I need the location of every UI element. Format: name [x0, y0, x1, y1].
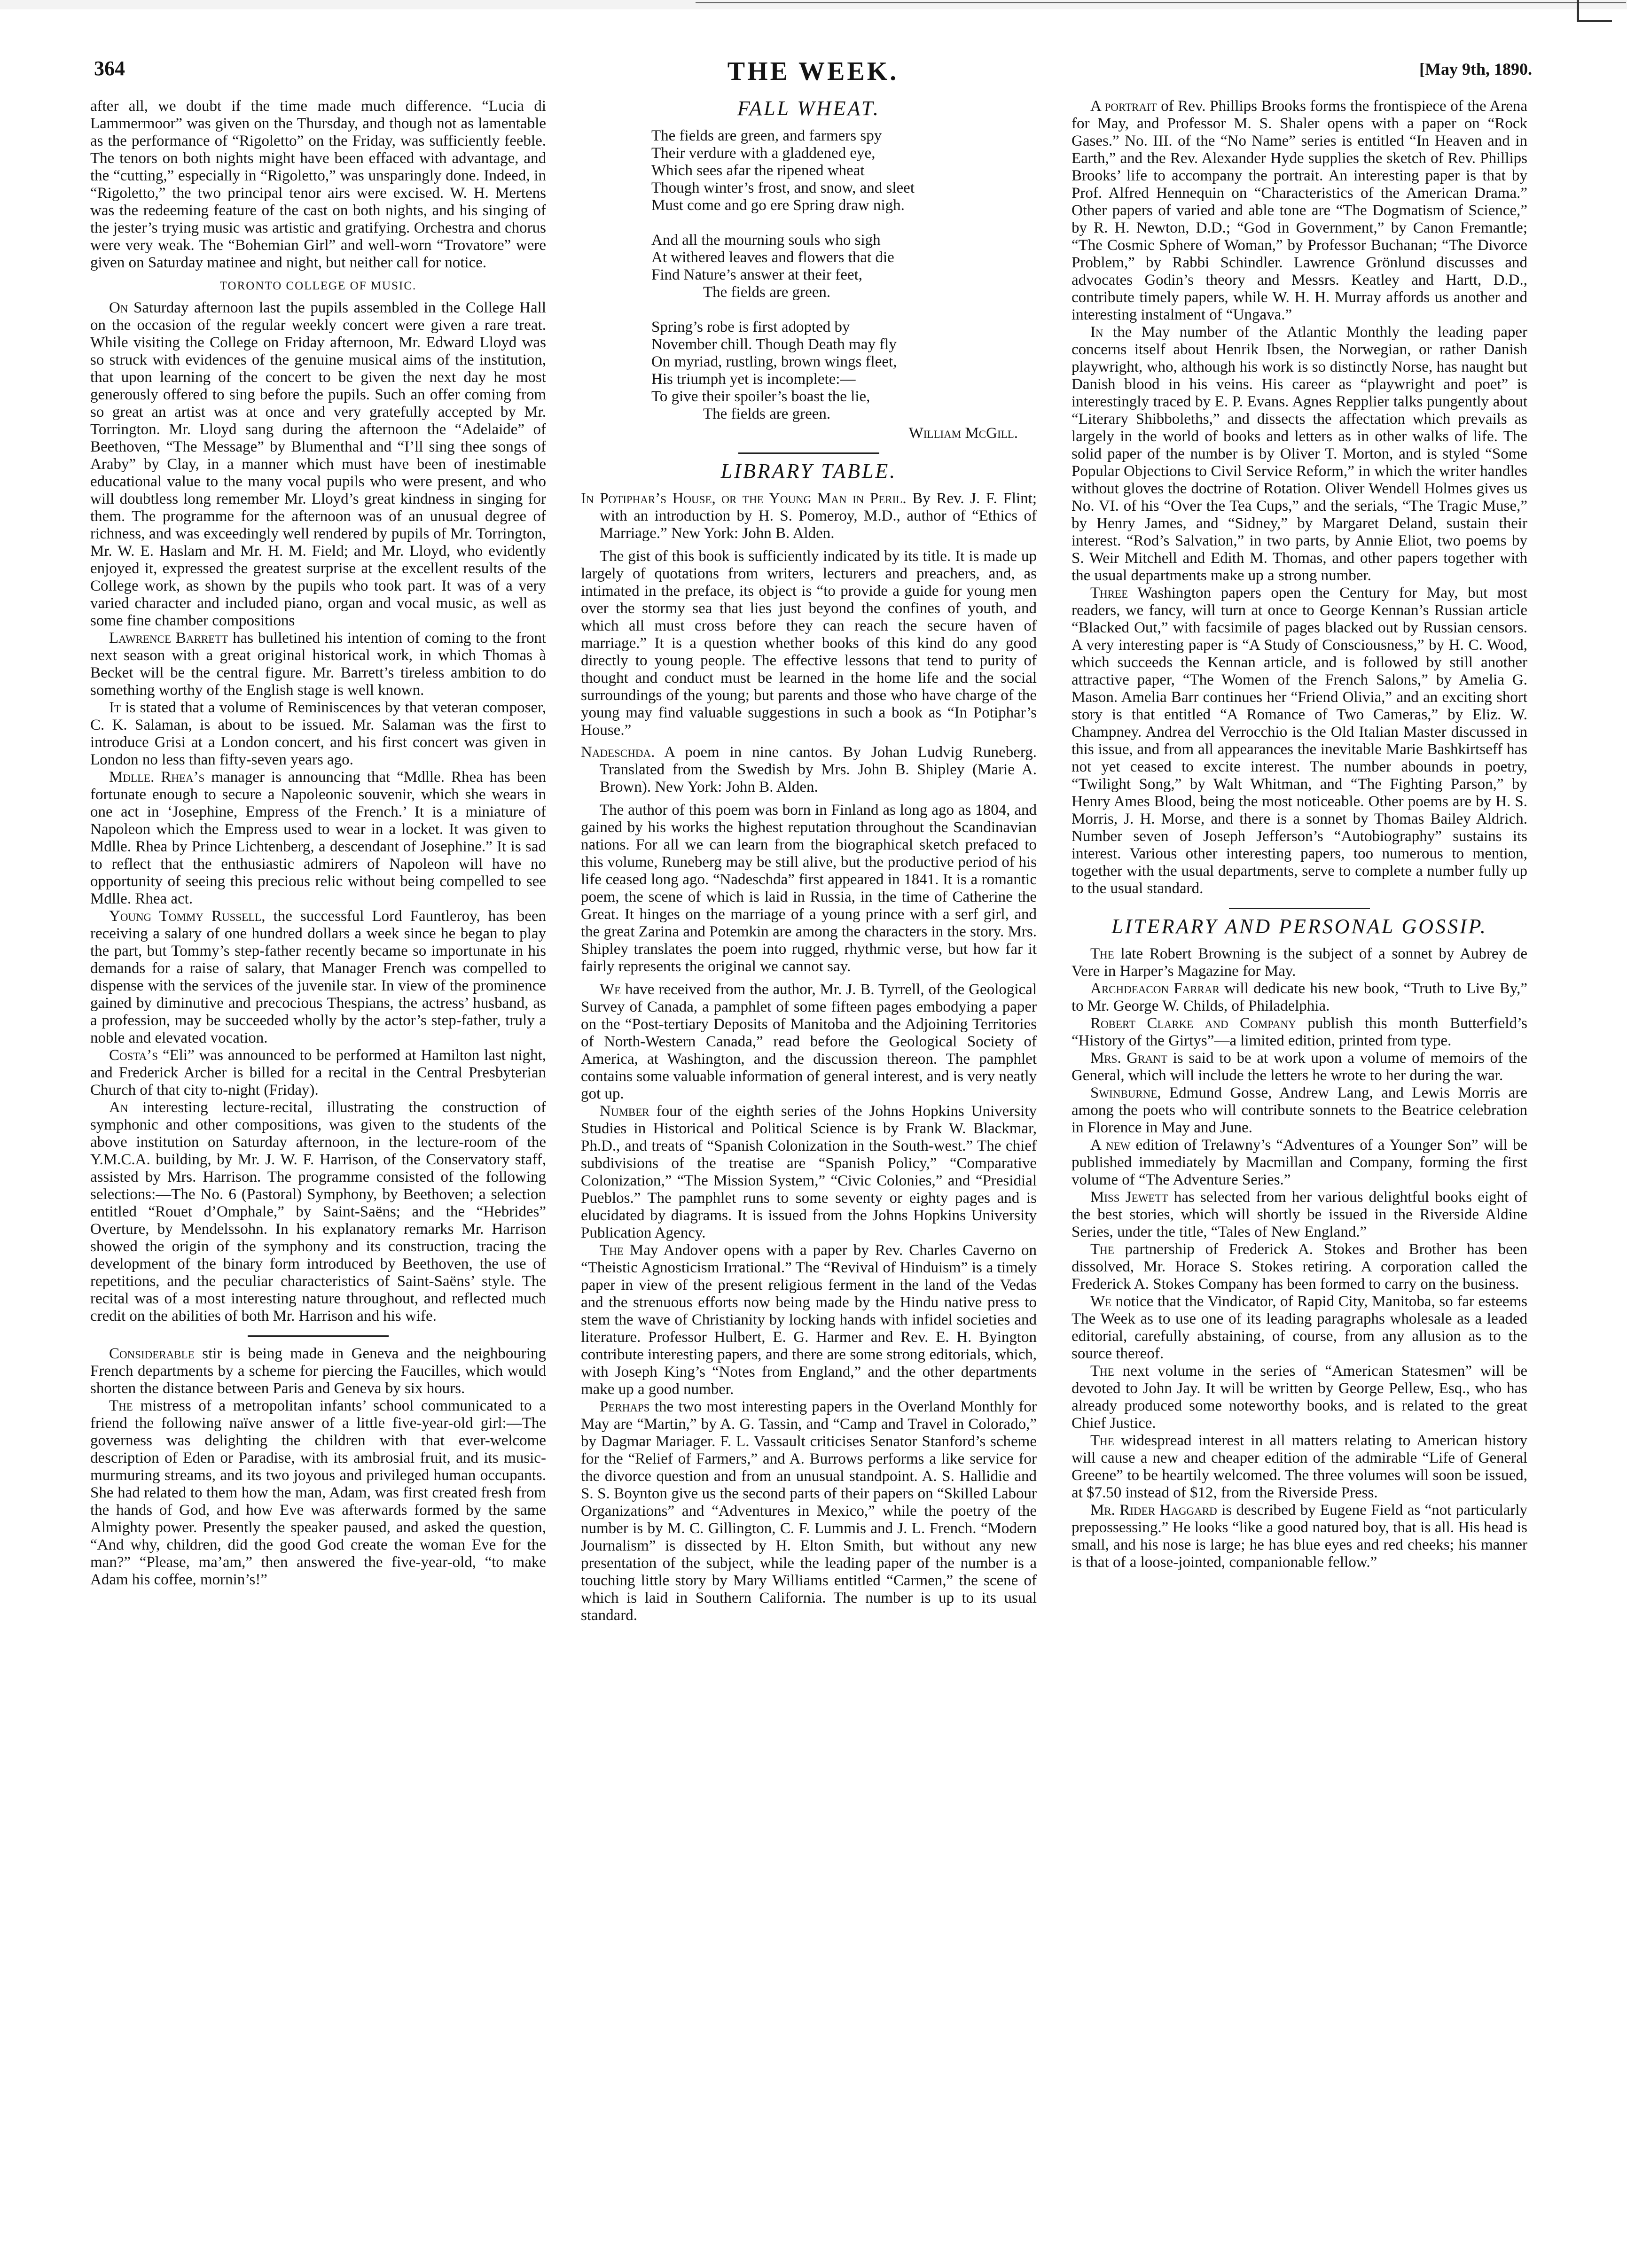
verse-line: At withered leaves and flowers that die: [651, 249, 894, 266]
lead-in: A new: [1090, 1137, 1131, 1153]
paragraph: Young Tommy Russell, the successful Lord Fauntleroy, has been receiving a salary of one hundred dollars a week since he began to play the part, but Tommy’s step-father recently became so importunate in his demands for a raise of salary, that Manager French was compelled to dispense with the services of the juvenile star. In view of the prominence gained by diminutive and precocious Thespians, the actress’ husband, as a profession, may be succeeded wholly by the actor’s step-father, truly a noble and elevated vocation.: [90, 908, 547, 1046]
paragraph: The partnership of Frederick A. Stokes and Brother has been dissolved, Mr. Horace S. Stokes retiring. A corporation called the Frederick A. Stokes Company has been formed to carry on the business.: [1072, 1241, 1528, 1293]
lead-in: The: [1090, 1363, 1114, 1380]
paragraph: Archdeacon Farrar will dedicate his new book, “Truth to Live By,” to Mr. George W. Childs, of Philadelphia.: [1072, 980, 1527, 1014]
lead-in: Mrs. Grant: [1090, 1050, 1167, 1067]
paragraph: In the May number of the Atlantic Monthly the leading paper concerns itself about Henrik Ibsen, the Norwegian, or rather Danish playwright, who, although his work is so distinctly Norse, has naught but Danish blood in his veins. His career as “playwright and poet” is interestingly traced by E. P. Evans. Agnes Repplier talks pungently about “Literary Shibboleths,” and dissects the affectation which prevails as largely in the world of books and letters as in other walks of life. The solid paper of the number is by Oliver T. Morton, and is styled “Some Popular Objections to Civil Service Reform,” in which the writer handles without gloves the doctrine of Rotation. Oliver Wendell Holmes gives us No. VI. of his “Over the Tea Cups,” and the serials, “The Tragic Muse,” by Henry James, and “Sidney,” by Margaret Deland, sustain their interest. “Rod’s Salvation,” in two parts, by Annie Eliot, two poems by S. Weir Mitchell and Edith M. Thomas, and other papers together with the usual departments make up a strong number.: [1072, 324, 1528, 584]
subheading: TORONTO COLLEGE OF MUSIC.: [219, 280, 417, 292]
stanza: [651, 232, 1037, 301]
lead-in: Three: [1090, 585, 1128, 601]
verse-line: His triumph yet is incomplete:—: [651, 371, 856, 388]
column-left: [90, 98, 546, 1589]
verse-line: The fields are green.: [703, 405, 831, 422]
paragraph: An interesting lecture-recital, illustrating the construction of symphonic and other compositions, was given to the students of the above institution on Saturday afternoon, in the lecture-room of the Y.M.C.A. building, by Mr. J. W. F. Harrison, of the Conservatory staff, assisted by Mrs. Harrison. The programme consisted of the following selections:—The No. 6 (Pastoral) Symphony, by Beethoven; a selection entitled “Rouet d’Omphale,” by Saint-Saëns; and the “Hebrides” Overture, by Mendelssohn. In his explanatory remarks Mr. Harrison showed the origin of the symphony and its construction, tracing the development of the binary form introduced by Beethoven, the use of repetitions, and the peculiar characteristics of Saint-Saëns’ style. The recital was of a most interesting nature throughout, and reflected much credit on the abilities of both Mr. Harrison and his wife.: [90, 1099, 546, 1325]
verse-line: The fields are green.: [703, 284, 831, 301]
verse-line: Which sees afar the ripened wheat: [651, 162, 865, 179]
column-right: [1072, 98, 1527, 1571]
paragraph: The late Robert Browning is the subject of a sonnet by Aubrey de Vere in Harper’s Magazine for May.: [1072, 945, 1527, 980]
verse-line: Spring’s robe is first adopted by: [651, 319, 850, 335]
paragraph: The mistress of a metropolitan infants’ school communicated to a friend the following naïve answer of a little five-year-old girl:—The governess was delighting the children with that ever-welcome description of Eden or Paradise, with its ambrosial fruit, and its music-murmuring streams, and its two joyous and privileged human occupants. She had related to them how the man, Adam, was first created fresh from the hands of God, and how Eve was afterwards formed by the same Almighty power. Presently the speaker paused, and asked the question, “And why, children, did the good God create the woman Eve for the man?” “Please, ma’am,” then answered the five-year-old, “to make Adam his coffee, mornin’s!”: [90, 1397, 546, 1588]
verse-line: On myriad, rustling, brown wings fleet,: [651, 353, 897, 370]
section-divider: [248, 1335, 389, 1337]
verse-line: Must come and go ere Spring draw nigh.: [651, 197, 905, 214]
verse-line: Their verdure with a gladdened eye,: [651, 145, 876, 162]
verse-line: And all the mourning souls who sigh: [651, 232, 881, 249]
lead-in: Swinburne,: [1090, 1084, 1161, 1101]
lead-in: Robert Clarke and Company: [1090, 1015, 1296, 1032]
lead-in: We: [600, 981, 621, 998]
page-number: 364: [94, 57, 125, 80]
book-title: In Potiphar’s House, or the Young Man in Peril.: [581, 490, 907, 507]
lead-in: We: [1090, 1293, 1112, 1310]
verse-line: Find Nature’s answer at their feet,: [651, 266, 863, 283]
section-divider: [1229, 908, 1370, 909]
paragraph: Mr. Rider Haggard is described by Eugene Field as “not particularly prepossessing.” He looks “like a good natured boy, that is all. His head is small, and his nose is large; he has blue eyes and red cheeks; his manner is that of a loose-jointed, companionable fellow.”: [1072, 1502, 1527, 1571]
lead-in: It: [109, 699, 121, 716]
verse-line: The fields are green, and farmers spy: [651, 127, 882, 144]
verse-line: Though winter’s frost, and snow, and sleet: [651, 179, 915, 196]
lead-in: The: [109, 1397, 133, 1414]
lead-in: The: [1090, 1432, 1114, 1449]
paragraph: Considerable stir is being made in Geneva and the neighbouring French departments by a scheme for piercing the Faucilles, which would shorten the distance between Paris and Geneva by six hours.: [90, 1345, 546, 1397]
poem-author: William McGill.: [908, 425, 1018, 442]
paragraph: The next volume in the series of “American Statesmen” will be devoted to John Jay. It will be written by George Pellew, Esq., who has already produced some noteworthy books, and is related to the great Chief Justice.: [1072, 1363, 1528, 1432]
poem: [651, 127, 1037, 423]
paragraph: A new edition of Trelawny’s “Adventures of a Younger Son” will be published immediately by Macmillan and Company, forming the first volume of “The Adventure Series.”: [1072, 1137, 1527, 1188]
lead-in: Miss Jewett: [1090, 1189, 1168, 1206]
verse-line: To give their spoiler’s boast the lie,: [651, 388, 870, 405]
paragraph: We notice that the Vindicator, of Rapid City, Manitoba, so far esteems The Week as to use one of its leading paragraphs wholesale as a leaded editorial, carefully abstaining, of course, from any allusion as to the source thereof.: [1072, 1293, 1528, 1362]
lead-in: Archdeacon Farrar: [1090, 980, 1220, 997]
book-entry: In Potiphar’s House, or the Young Man in Peril. By Rev. J. F. Flint; with an introduction by H. S. Pomeroy, M.D., author of “Ethics of Marriage.” New York: John B. Alden.: [581, 490, 1037, 542]
lead-in: The: [1090, 945, 1114, 962]
stanza: [651, 127, 1037, 214]
section-title: LITERARY AND PERSONAL GOSSIP.: [1111, 915, 1487, 938]
paragraph: Robert Clarke and Company publish this month Butterfield’s “History of the Girtys”—a limited edition, printed from type.: [1072, 1015, 1527, 1049]
masthead: THE WEEK.: [727, 57, 899, 86]
section-title: LIBRARY TABLE.: [720, 460, 897, 483]
paragraph: The May Andover opens with a paper by Rev. Charles Caverno on “Theistic Agnosticism Irrational.” The “Revival of Hinduism” is a timely paper in view of the present religious ferment in the land of the Vedas and the strenuous efforts now being made by the Hindu native press to stem the wave of Christianity by locking hands with infidel societies and literature. Professor Hulbert, E. G. Harmer and Rev. E. H. Byington contribute interesting papers, and there are some strong editorials, which, with Joseph King’s “Notes from England,” and the other departments make up a good number.: [581, 1242, 1037, 1398]
column-middle: [581, 98, 1037, 1624]
lead-in: An: [109, 1099, 128, 1116]
lead-in: The: [1090, 1241, 1114, 1258]
paragraph: Miss Jewett has selected from her various delightful books eight of the best stories, which will shortly be issued in the Riverside Aldine Series, under the title, “Tales of New England.”: [1072, 1189, 1527, 1240]
paragraph: The author of this poem was born in Finland as long ago as 1804, and gained by his works the highest reputation throughout the Scandinavian nations. For all we can learn from the biographical sketch prefaced to this volume, Runeberg may be still alive, but the productive period of his life ceased long ago. “Nadeschda” first appeared in 1841. It is a romantic poem, the scene of which is laid in Russia, in the time of Catherine the Great. It hinges on the marriage of a young prince with a serf girl, and the great Zarina and Potemkin are among the characters in the story. Mrs. Shipley translates the poem into rugged, rhythmic verse, but how far it fairly represents the original we cannot say.: [581, 802, 1037, 975]
verse-line: November chill. Though Death may fly: [651, 336, 897, 353]
paragraph: We have received from the author, Mr. J. B. Tyrrell, of the Geological Survey of Canada, a pamphlet of some fifteen pages embodying a paper on the “Post-tertiary Deposits of Manitoba and the Adjoining Territories of North-Western Canada,” read before the Geological Society of America, at Washington, and the discussion thereon. The pamphlet contains some valuable information of general interest, and is very neatly got up.: [581, 981, 1037, 1102]
paragraph: Mrs. Grant is said to be at work upon a volume of memoirs of the General, which will include the letters he wrote to her during the war.: [1072, 1050, 1528, 1084]
paragraph: A portrait of Rev. Phillips Brooks forms the frontispiece of the Arena for May, and Professor M. S. Shaler opens with a paper on “Rock Gases.” No. III. of the “No Name” series is entitled “In Heaven and in Earth,” and the Rev. Alexander Hyde supplies the sketch of Rev. Phillips Brooks’ life to accompany the portrait. An interesting paper is that by Prof. Alfred Hennequin on “Characteristics of the American Drama.” Other papers of varied and able tone are “The Dogmatism of Science,” by R. H. Newton, D.D.; “God in Government,” by Canon Fremantle; “The Cosmic Sphere of Woman,” by Professor Buchanan; “The Divorce Problem,” by Rabbi Schindler. Lawrence Grönlund discusses and advocates Godin’s theory and Messrs. Keatley and Hartt, D.D., contribute timely papers, while W. H. H. Murray affords us another and interesting instalment of “Ungava.”: [1072, 98, 1527, 323]
lead-in: Number: [600, 1103, 649, 1120]
lead-in: Mdlle. Rhea’s: [109, 769, 205, 786]
paragraph: Perhaps the two most interesting papers in the Overland Monthly for May are “Martin,” by A. G. Tassin, and “Camp and Travel in Colorado,” by Dagmar Mariager. F. L. Vassault criticises Senator Stanford’s scheme for the “Relief of Farmers,” and A. Burrows performs a like service for the divorce question and from an unusual standpoint. A. S. Hallidie and S. S. Boynton give us the second parts of their papers on “Skilled Labour Organizations” and “Adventures in Mexico,” while the poetry of the number is by M. C. Gillington, C. F. Lummis and J. L. French. “Modern Journalism” is dissected by H. Elton Smith, but without any new presentation of the subject, while the leading paper of the number is a touching little story by Mary Williams entitled “Carmen,” the scene of which is laid in Southern California. The number is up to its usual standard.: [581, 1398, 1037, 1624]
paragraph: after all, we doubt if the time made much difference. “Lucia di Lammermoor” was given on the Thursday, and though not as lamentable as the performance of “Rigoletto” on the Friday, was sufficiently feeble. The tenors on both nights might have been effaced with advantage, and the “cutting,” especially in “Rigoletto,” was unsparingly done. Indeed, in “Rigoletto,” the two principal tenor airs were excised. W. H. Mertens was the redeeming feature of the cast on both nights, and his singing of the jester’s trying music was artistic and gratifying. Orchestra and chorus were very weak. The “Bohemian Girl” and well-worn “Trovatore” were given on Saturday matinee and night, but neither call for notice.: [90, 98, 546, 271]
page-top-edge: [0, 0, 1627, 9]
lead-in: Perhaps: [600, 1398, 650, 1415]
paragraph: Number four of the eighth series of the Johns Hopkins University Studies in Historical and Political Science is by Frank W. Blackmar, Ph.D., and treats of “Spanish Colonization in the South-west.” The chief subdivisions of the treatise are “Spanish Policy,” “Comparative Colonization,” “The Mission System,” “Civic Colonies,” and “Presidial Pueblos.” The pamphlet runs to some seventy or eighty pages and is elucidated by diagrams. It is issued from the Johns Hopkins University Publication Agency.: [581, 1103, 1037, 1241]
paragraph: It is stated that a volume of Reminiscences by that veteran composer, C. K. Salaman, is about to be issued. Mr. Salaman was the first to introduce Grisi at a London concert, and his first concert was given in London no less than fifty-seven years ago.: [90, 699, 546, 768]
section-divider: [738, 452, 879, 454]
lead-in: On: [109, 299, 128, 316]
top-rule: [696, 2, 1626, 3]
lead-in: Costa’s: [109, 1047, 158, 1064]
stanza: [651, 319, 1037, 423]
lead-in: A portrait: [1090, 98, 1157, 115]
paragraph: Costa’s “Eli” was announced to be performed at Hamilton last night, and Frederick Archer is billed for a recital in the Central Presbyterian Church of that city to-night (Friday).: [90, 1047, 546, 1099]
paragraph: The widespread interest in all matters relating to American history will cause a new and cheaper edition of the admirable “Life of General Greene” to be heartily welcomed. The three volumes will soon be issued, at $7.50 instead of $12, from the Riverside Press.: [1072, 1432, 1528, 1501]
paragraph: On Saturday afternoon last the pupils assembled in the College Hall on the occasion of the regular weekly concert were given a rare treat. While visiting the College on Friday afternoon, Mr. Edward Lloyd was so struck with evidences of the genuine musical aims of the institution, that upon learning of the concert to be given the next day he most generously offered to sing before the pupils. Such an offer coming from so great an artist was at once and very gratefully accepted by Mr. Torrington. Mr. Lloyd sang during the afternoon the “Adelaide” of Beethoven, “The Message” by Blumenthal and “I’ll sing thee songs of Araby” by Clay, in a manner which must have been of inestimable educational value to the many vocal pupils who were present, and who will doubtless long remember Mr. Lloyd’s great kindness in singing for them. The programme for the afternoon was of an unusual degree of richness, and was exceedingly well rendered by pupils of Mr. Torrington, Mr. W. E. Haslam and Mr. H. M. Field; and Mr. Lloyd, who evidently enjoyed it, expressed the greatest surprise at the excellent results of the College work, as shown by the pupils who took part. It was of a very varied character and included piano, organ and vocal music, as well as some fine chamber compositions: [90, 299, 546, 629]
book-entry: Nadeschda. A poem in nine cantos. By Johan Ludvig Runeberg. Translated from the Swedish by Mrs. John B. Shipley (Marie A. Brown). New York: John B. Alden.: [581, 744, 1037, 795]
poem-title: FALL WHEAT.: [737, 97, 880, 120]
lead-in: Young Tommy Russell,: [109, 908, 266, 925]
lead-in: The: [600, 1242, 624, 1259]
lead-in: Considerable: [109, 1345, 195, 1362]
corner-mark: [1577, 0, 1612, 22]
issue-date: [May 9th, 1890.: [1419, 60, 1532, 78]
lead-in: In: [1090, 324, 1103, 341]
paragraph: Mdlle. Rhea’s manager is announcing that “Mdlle. Rhea has been fortunate enough to secure a Napoleonic souvenir, which she wears in one act in ‘Josephine, Empress of the French.’ It is a miniature of Napoleon which the Empress used to wear in a locket. It was given to Mdlle. Rhea by Prince Lichtenberg, a descendant of Josephine.” It is sad to reflect that the enthusiastic admirers of Napoleon will have no opportunity of seeing this precious relic without being compelled to see Mdlle. Rhea act.: [90, 769, 546, 907]
lead-in: Mr. Rider Haggard: [1090, 1502, 1217, 1519]
page-header: [94, 56, 1532, 89]
paragraph: Lawrence Barrett has bulletined his intention of coming to the front next season with a great original historical work, in which Thomas à Becket will be the central figure. Mr. Barrett’s tireless ambition to do something worthy of the English stage is well known.: [90, 630, 546, 699]
paragraph: Three Washington papers open the Century for May, but most readers, we fancy, will turn at once to George Kennan’s Russian article “Blacked Out,” with facsimile of pages blacked out by Russian censors. A very interesting paper is “A Study of Consciousness,” by H. C. Wood, which succeeds the Kennan article, and is followed by still another attractive paper, “The Women of the French Salons,” by Amelia G. Mason. Amelia Barr continues her “Friend Olivia,” and an exciting short story is that entitled “A Romance of Two Cameras,” by Eliz. W. Champney. Andrea del Verrocchio is the Old Italian Master discussed in this issue, and from all appearances the inevitable Marie Bashkirtseff has not yet ceased to excite interest. The number abounds in poetry, “Twilight Song,” by Walt Whitman, and “The Fighting Parson,” by Henry Ames Blood, being the most noticeable. Other poems are by H. S. Morris, J. H. Morse, and there is a sonnet by Thomas Bailey Aldrich. Number seven of Joseph Jefferson’s “Autobiography” sustains its interest. Various other interesting papers, too numerous to mention, together with the usual departments, serve to complete a number fully up to the usual standard.: [1072, 585, 1527, 897]
paragraph: Swinburne, Edmund Gosse, Andrew Lang, and Lewis Morris are among the poets who will contribute sonnets to the Beatrice celebration in Florence in May and June.: [1072, 1084, 1528, 1136]
lead-in: Lawrence Barrett: [109, 630, 228, 647]
book-title: Nadeschda.: [581, 744, 655, 761]
paragraph: The gist of this book is sufficiently indicated by its title. It is made up largely of quotations from writers, lecturers and preachers, and, as intimated in the preface, its object is “to provide a guide for young men over the stormy sea that lies just beyond the confines of youth, and which all must cross before they can reach the secure haven of marriage.” It is a question whether books of this kind do any good directly to young people. The effective lessons that tend to purity of thought and conduct must be learned in the home life and the social surroundings of the young; but parents and those who have charge of the young may find valuable suggestions in such a book as “In Potiphar’s House.”: [581, 548, 1037, 739]
